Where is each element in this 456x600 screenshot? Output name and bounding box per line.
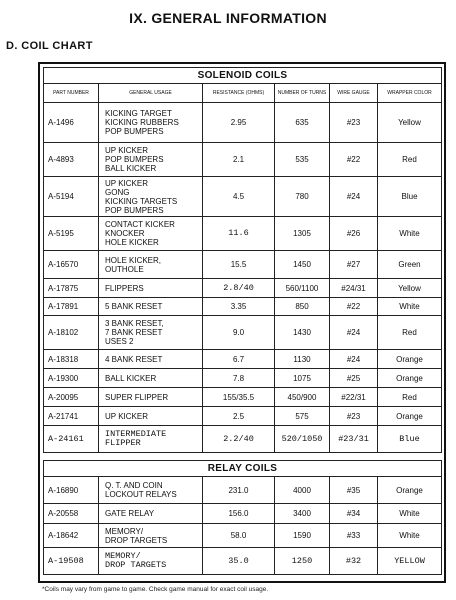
usage-line: KICKING TARGET bbox=[105, 109, 172, 118]
gauge-cell: #26 bbox=[330, 217, 378, 251]
gauge-cell: #27 bbox=[330, 251, 378, 279]
footnote: *Coils may vary from game to game. Check game manual for exact coil usage. bbox=[42, 586, 269, 593]
usage-line: 7 BANK RESET bbox=[105, 328, 163, 337]
resistance-cell: 35.0 bbox=[203, 548, 275, 575]
turns-cell: 1450 bbox=[275, 251, 330, 279]
usage-line: UP KICKER bbox=[105, 411, 148, 421]
usage-cell bbox=[99, 350, 203, 369]
resistance-cell: 6.7 bbox=[203, 350, 275, 369]
gauge-cell: #34 bbox=[330, 504, 378, 524]
resistance-cell: 15.5 bbox=[203, 251, 275, 279]
gauge-cell: #23 bbox=[330, 407, 378, 426]
resistance-cell: 2.5 bbox=[203, 407, 275, 426]
usage-cell bbox=[99, 426, 203, 453]
usage-line: UP KICKER bbox=[105, 146, 148, 155]
part-number-cell: A-20095 bbox=[44, 388, 99, 407]
gauge-cell: #24 bbox=[330, 350, 378, 369]
part-number-cell: A-20558 bbox=[44, 504, 99, 524]
usage-cell bbox=[99, 298, 203, 316]
usage-line: KICKING RUBBERS bbox=[105, 118, 179, 127]
part-number-cell: A-19300 bbox=[44, 369, 99, 388]
part-number-cell: A-24161 bbox=[44, 426, 99, 453]
table-row bbox=[44, 548, 442, 575]
wrapper-color-cell: YELLOW bbox=[378, 548, 442, 575]
wrapper-color-cell: White bbox=[378, 504, 442, 524]
resistance-cell: 155/35.5 bbox=[203, 388, 275, 407]
usage-line: OUTHOLE bbox=[105, 264, 144, 274]
usage-line: GATE RELAY bbox=[105, 509, 155, 518]
table-row bbox=[44, 426, 442, 453]
turns-cell: 1590 bbox=[275, 524, 330, 548]
usage-line: 4 BANK RESET bbox=[105, 354, 163, 364]
usage-line: KNOCKER bbox=[105, 229, 145, 238]
part-number-cell: A-17891 bbox=[44, 298, 99, 316]
usage-line: USES 2 bbox=[105, 337, 134, 346]
part-number-cell: A-5194 bbox=[44, 177, 99, 217]
relay-rows bbox=[44, 477, 442, 575]
usage-line: HOLE KICKER, bbox=[105, 255, 162, 265]
part-number-cell: A-4893 bbox=[44, 143, 99, 177]
table-row bbox=[44, 316, 442, 350]
table-row bbox=[44, 504, 442, 524]
usage-line: INTERMEDIATE bbox=[105, 429, 167, 439]
usage-line: POP BUMPERS bbox=[105, 127, 164, 136]
usage-line: 5 BANK RESET bbox=[105, 302, 163, 311]
column-header-general-usage: GENERAL USAGE bbox=[99, 84, 203, 103]
table-row bbox=[44, 407, 442, 426]
usage-cell bbox=[99, 504, 203, 524]
usage-line: MEMORY/ bbox=[105, 526, 144, 536]
gauge-cell: #23/31 bbox=[330, 426, 378, 453]
resistance-cell: 156.0 bbox=[203, 504, 275, 524]
usage-line: GONG bbox=[105, 187, 130, 197]
coil-chart-table bbox=[43, 67, 442, 575]
usage-cell bbox=[99, 477, 203, 504]
usage-line: UP KICKER bbox=[105, 178, 148, 188]
wrapper-color-cell: Orange bbox=[378, 350, 442, 369]
page-title: IX. GENERAL INFORMATION bbox=[129, 10, 327, 26]
gauge-cell: #24/31 bbox=[330, 279, 378, 298]
resistance-cell: 2.95 bbox=[203, 103, 275, 143]
usage-line: FLIPPER bbox=[105, 438, 141, 448]
turns-cell: 4000 bbox=[275, 477, 330, 504]
usage-cell bbox=[99, 279, 203, 298]
part-number-cell: A-16890 bbox=[44, 477, 99, 504]
usage-line: KICKING TARGETS bbox=[105, 196, 178, 206]
part-number-cell: A-19508 bbox=[44, 548, 99, 575]
gauge-cell: #35 bbox=[330, 477, 378, 504]
table-row bbox=[44, 298, 442, 316]
part-number-cell: A-18318 bbox=[44, 350, 99, 369]
turns-cell: 1250 bbox=[275, 548, 330, 575]
resistance-cell: 11.6 bbox=[203, 217, 275, 251]
table-row bbox=[44, 251, 442, 279]
resistance-cell: 2.2/40 bbox=[203, 426, 275, 453]
gauge-cell: #33 bbox=[330, 524, 378, 548]
usage-cell bbox=[99, 407, 203, 426]
section-heading: D. COIL CHART bbox=[6, 40, 93, 52]
turns-cell: 560/1100 bbox=[275, 279, 330, 298]
turns-cell: 780 bbox=[275, 177, 330, 217]
wrapper-color-cell: Red bbox=[378, 143, 442, 177]
column-header-part-number: PART NUMBER bbox=[44, 84, 99, 103]
table-row bbox=[44, 350, 442, 369]
part-number-cell: A-18102 bbox=[44, 316, 99, 350]
column-header-resistance: RESISTANCE (OHMS) bbox=[203, 84, 275, 103]
usage-cell bbox=[99, 524, 203, 548]
turns-cell: 575 bbox=[275, 407, 330, 426]
usage-line: POP BUMPERS bbox=[105, 205, 164, 215]
resistance-cell: 2.8/40 bbox=[203, 279, 275, 298]
usage-line: FLIPPERS bbox=[105, 283, 144, 293]
gauge-cell: #22 bbox=[330, 298, 378, 316]
usage-line: BALL KICKER bbox=[105, 164, 157, 173]
turns-cell: 535 bbox=[275, 143, 330, 177]
usage-cell bbox=[99, 177, 203, 217]
usage-cell bbox=[99, 143, 203, 177]
usage-line: SUPER FLIPPER bbox=[105, 392, 169, 402]
usage-line: BALL KICKER bbox=[105, 373, 157, 383]
table-row bbox=[44, 388, 442, 407]
part-number-cell: A-1496 bbox=[44, 103, 99, 143]
resistance-cell: 4.5 bbox=[203, 177, 275, 217]
wrapper-color-cell: Red bbox=[378, 316, 442, 350]
part-number-cell: A-5195 bbox=[44, 217, 99, 251]
usage-cell bbox=[99, 217, 203, 251]
usage-line: POP BUMPERS bbox=[105, 155, 164, 164]
usage-cell bbox=[99, 369, 203, 388]
turns-cell: 850 bbox=[275, 298, 330, 316]
wrapper-color-cell: Red bbox=[378, 388, 442, 407]
column-header-number-of-turns: NUMBER OF TURNS bbox=[275, 84, 330, 103]
table-row bbox=[44, 143, 442, 177]
turns-cell: 1430 bbox=[275, 316, 330, 350]
gauge-cell: #32 bbox=[330, 548, 378, 575]
wrapper-color-cell: White bbox=[378, 524, 442, 548]
coil-chart-frame bbox=[38, 62, 446, 583]
usage-line: MEMORY/ bbox=[105, 551, 141, 561]
gauge-cell: #23 bbox=[330, 103, 378, 143]
usage-line: CONTACT KICKER bbox=[105, 220, 175, 229]
resistance-cell: 231.0 bbox=[203, 477, 275, 504]
usage-cell bbox=[99, 388, 203, 407]
turns-cell: 1305 bbox=[275, 217, 330, 251]
usage-cell bbox=[99, 251, 203, 279]
table-row bbox=[44, 177, 442, 217]
solenoid-section-header: SOLENOID COILS bbox=[44, 68, 442, 84]
part-number-cell: A-16570 bbox=[44, 251, 99, 279]
wrapper-color-cell: Yellow bbox=[378, 279, 442, 298]
part-number-cell: A-21741 bbox=[44, 407, 99, 426]
usage-cell bbox=[99, 548, 203, 575]
wrapper-color-cell: Orange bbox=[378, 369, 442, 388]
column-header-wrapper-color: WRAPPER COLOR bbox=[378, 84, 442, 103]
part-number-cell: A-17875 bbox=[44, 279, 99, 298]
usage-line: LOCKOUT RELAYS bbox=[105, 490, 177, 499]
wrapper-color-cell: Orange bbox=[378, 407, 442, 426]
wrapper-color-cell: Blue bbox=[378, 177, 442, 217]
gauge-cell: #24 bbox=[330, 316, 378, 350]
resistance-cell: 3.35 bbox=[203, 298, 275, 316]
resistance-cell: 7.8 bbox=[203, 369, 275, 388]
usage-line: Q. T. AND COIN bbox=[105, 481, 163, 490]
column-header-wire-gauge: WIRE GAUGE bbox=[330, 84, 378, 103]
resistance-cell: 2.1 bbox=[203, 143, 275, 177]
resistance-cell: 58.0 bbox=[203, 524, 275, 548]
usage-cell bbox=[99, 316, 203, 350]
wrapper-color-cell: Orange bbox=[378, 477, 442, 504]
gauge-cell: #22 bbox=[330, 143, 378, 177]
part-number-cell: A-18642 bbox=[44, 524, 99, 548]
usage-cell bbox=[99, 103, 203, 143]
usage-line: DROP TARGETS bbox=[105, 535, 168, 545]
gauge-cell: #22/31 bbox=[330, 388, 378, 407]
relay-section-header: RELAY COILS bbox=[44, 461, 442, 477]
wrapper-color-cell: Yellow bbox=[378, 103, 442, 143]
table-row bbox=[44, 279, 442, 298]
usage-line: HOLE KICKER bbox=[105, 238, 159, 247]
table-row bbox=[44, 217, 442, 251]
gauge-cell: #25 bbox=[330, 369, 378, 388]
table-row bbox=[44, 524, 442, 548]
turns-cell: 3400 bbox=[275, 504, 330, 524]
column-header-row bbox=[44, 84, 442, 103]
turns-cell: 635 bbox=[275, 103, 330, 143]
table-row bbox=[44, 103, 442, 143]
resistance-cell: 9.0 bbox=[203, 316, 275, 350]
table-row bbox=[44, 369, 442, 388]
turns-cell: 520/1050 bbox=[275, 426, 330, 453]
usage-line: DROP TARGETS bbox=[105, 560, 167, 570]
wrapper-color-cell: White bbox=[378, 298, 442, 316]
solenoid-rows bbox=[44, 103, 442, 453]
table-row bbox=[44, 477, 442, 504]
section-gap bbox=[44, 453, 442, 461]
turns-cell: 1075 bbox=[275, 369, 330, 388]
turns-cell: 450/900 bbox=[275, 388, 330, 407]
wrapper-color-cell: White bbox=[378, 217, 442, 251]
gauge-cell: #24 bbox=[330, 177, 378, 217]
wrapper-color-cell: Green bbox=[378, 251, 442, 279]
turns-cell: 1130 bbox=[275, 350, 330, 369]
usage-line: 3 BANK RESET, bbox=[105, 319, 164, 328]
wrapper-color-cell: Blue bbox=[378, 426, 442, 453]
